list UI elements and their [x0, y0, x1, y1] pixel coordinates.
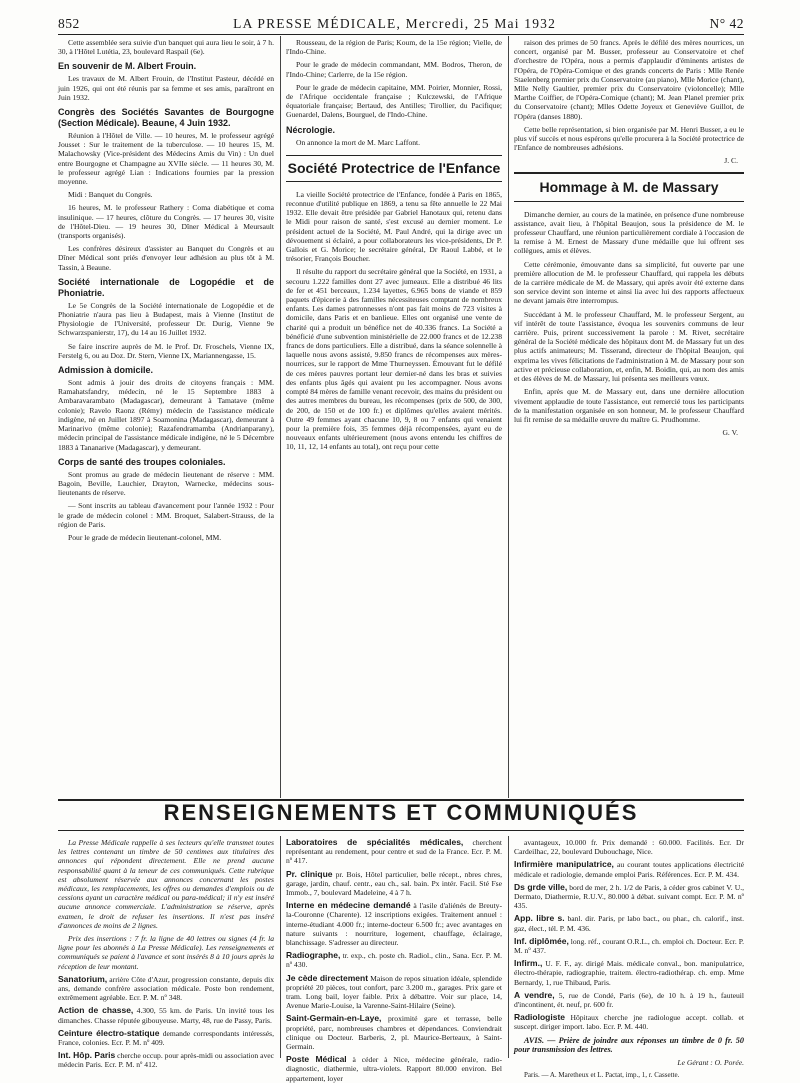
paragraph: Sont admis à jouir des droits de citoyens français : MM. Ramahatsfandry, médecin, né le 15 Septembre 1883 à Ambaravarambato (Madagascar), demeurant à Tamatave (même colonie); Ravelo Raonz (Rémy) médecin de l'assistance médicale indigène, né en Juillet 1897 à Soamonina (Madagascar), demeurant à Marinarivo (même colonie); Razafendramamba (Andrianparany), médecin principal de l'assistance médicale indigène, né le 5 Décembre 1883 à Tananarive (Madagascar), y demeurant.	[58, 378, 274, 452]
paragraph: Les confrères désireux d'assister au Banquet du Congrès et au Dîner Médical sont priés d'envoyer leur adhésion au plus tôt à M. Tassin, à Beaune.	[58, 244, 274, 272]
avis-notice: AVIS. — Prière de joindre aux réponses un timbre de 0 fr. 50 pour transmission des lettres.	[514, 1035, 744, 1054]
ad-text: pr. Bois, Hôtel particulier, belle récept., nbres chres, garage, jardin, chauf. centr., eau ch., sal. bain. Px intér. Facil. Sté Fse Immob., 7, boulevard Madeleine, 4 à 7 h.	[286, 869, 502, 898]
ad-heading: A vendre,	[514, 989, 555, 1000]
ad-heading: Ds grde ville,	[514, 881, 568, 892]
paragraph: Dimanche dernier, au cours de la matinée, en présence d'une nombreuse assistance, avait lieu, à l'hôpital Beaujon, sous la présidence de M. le professeur Chauffard, une réunion particulièrement cordiale à l'occasion de la remise à M. Ernest de Massary d'une médaille que lui offrent ses collègues, amis et élèves.	[514, 209, 744, 256]
classified-ad	[58, 1051, 274, 1069]
ad-text: U. F. F., ay. dirigé Mais. médicale conval., bon. manipulatrice, électro-thérapie, radiographie, traitem. électro-radiothérap. ch. emp. Mme Bernardy, 1, rue Thibaud, Paris.	[514, 959, 744, 987]
paragraph: Midi : Banquet du Congrès.	[68, 190, 153, 200]
classified-ad	[514, 860, 744, 878]
paragraph: Enfin, après que M. de Massary eut, dans une dernière allocution vivement applaudie de toute l'assistance, eut remercié tous les participants de la manifestation organisée en son honneur, M. le professeur Chauffard lui fit remise de sa médaille œuvre du maître G. Prudhomme.	[514, 387, 744, 424]
ad-heading: Radiologiste	[514, 1012, 566, 1023]
ad-heading: Poste Médical	[286, 1054, 347, 1065]
massary-title: Hommage à M. de Massary	[514, 172, 744, 202]
classifieds-column-2	[286, 837, 503, 1083]
paragraph: Il résulte du rapport du secrétaire général que la Société, en 1931, a secouru 1.222 familles dont 27 avec jumeaux. Elle a distribué 46 lits de fer et 451 berceaux, 1.234 layettes, 6.965 bons de viande et 859 paquets d'épicerie à des familles nécessiteuses comptant de nombreux enfants. Les dames patronnesses n'ont pas fait moins de 723 visites à domicile, dans Paris et en banlieue. Elles ont organisé une vente de charité qui a produit un bénéfice net de 40.336 francs. La Société a bénéficié d'une subvention ministérielle de 22.000 francs et de 12.238 francs de dons particuliers. Elle a distribué, dans la séance solennelle à laquelle nous avons assisté, 9.850 francs de récompenses aux mères-nourrices, sur le rapport de Mme Thurneyssen. Émouvant fut le défilé de ces mères pauvres portant leur dernier-né dans les bras et suivies des enfants plus âgés qui avaient pu les accompagner. Nous avons compté 84 mères de famille venant recevoir, des mains du président ou des autres membres du bureau, les récompenses (prix de 500, de 300, de 200, de 150 et de 100 fr.) et diplômes qu'elles avaient mérités. Outre 49 femmes ayant chacune 10, 9, 8 ou 7 enfants qui venaient pour la première fois, 35 femmes déjà récompensées, ayant eu de nouveaux enfants ultérieurement (nous avons entendu les chiffres de 10, 11, 12, 14 enfants au total), ont reçu pour cette	[286, 267, 502, 452]
signature: G. V.	[722, 428, 738, 438]
page-header	[58, 16, 744, 32]
journal-title: LA PRESSE MÉDICALE, Mercredi, 25 Mai 1932	[233, 16, 557, 31]
ad-text: Hôpitaux cherche jne radiologue accept. collab. et suscept. diriger import. labo. Ecr. P. M. 440.	[514, 1013, 744, 1032]
ad-heading: Inf. diplômée,	[514, 935, 569, 946]
paragraph: raison des primes de 50 francs. Après le défilé des mères nourrices, un concert, organisé par M. Busser, professeur au Conservatoire et chef d'orchestre de l'Opéra, nous a permis d'applaudir d'éminents artistes de l'Opéra, de l'Opéra-Comique et des grands concerts de Paris : Mlle Renée Staelenberg premier prix du Conservatoire (au piano), Mlle Morice (chant), Mlle Nelly Gaultier, premier prix du Conservatoire (violoncelle); Mlle Marthe Coiffier, de l'Opéra-Comique (chant); M. Jean Planel premier prix du Conservatoire (chant); Mlles Odette Joyeux et Geneviève Guillot, de l'Opéra (danses 1880).	[514, 38, 744, 121]
column-1	[58, 38, 274, 798]
ad-text: long. réf., courant O.R.L., ch. emploi ch. Docteur. Ecr. P. M. nº 437.	[514, 936, 744, 956]
ad-text: 4.300, 55 km. de Paris. Un invité tous les dimanches. Chasse réputée gibouyeuse. Marty, 48, rue de Passy, Paris.	[58, 1006, 274, 1025]
paragraph: Rousseau, de la région de Paris; Koum, de la 15e région; Vielle, de l'Indo-Chine.	[286, 38, 502, 57]
paragraph: Cette cérémonie, émouvante dans sa simplicité, fut ouverte par une première allocution de M. le professeur Chauffard, qui rappela les débuts de la carrière médicale de M. de Massary, qui après avoir été externe dans son service devint son interne et ainsi lia avec lui des rapports affectueux ne devant jamais être interrompus.	[514, 259, 744, 306]
paragraph: 16 heures, M. le professeur Rathery : Coma diabétique et coma insulinique. — 17 heures, clôture du Congrès. — 17 heures 30, visite de l'Hôtel-Dieu. — 19 heures 30, Dîner Médical à Meursault (transports organisés).	[58, 203, 274, 241]
ad-text: cherchent représentant au rendement, pour centre et sud de la France. Ecr. P. M. nº 417.	[286, 838, 502, 866]
header-rule	[58, 34, 744, 35]
paragraph: Se faire inscrire auprès de M. le Prof. Dr. Froschels, Vienne IX, Ferstelg 6, ou au Doz. Dr. Stern, Vienne IX, Mariannengasse, 15.	[58, 341, 274, 360]
classifieds-column-3	[514, 838, 745, 1080]
column-divider	[280, 36, 281, 798]
column-divider	[508, 836, 509, 1058]
ad-heading: App. libre s.	[514, 913, 565, 924]
societe-title: Société Protectrice de l'Enfance	[286, 155, 502, 182]
paragraph: Succédant à M. le professeur Chauffard, M. le professeur Sergent, au vif intérêt de toute l'assistance, évoqua les souvenirs communs de leur carrière. Puis, prirent successivement la parole : M. Rivet, secrétaire général de la Société médicale des hôpitaux dont M. de Massary fut un des plus actifs animateurs; M. Tisserand, directeur de l'hôpital Beaujon, qui exprima les vives félicitations de l'administration à M. de Massary pour son active et précieuse collaboration, et, enfin, M. Boidin, qui, au nom des amis et des élèves de M. de Massary, lui présenta ses meilleurs vœux.	[514, 309, 744, 384]
paragraph: — Sont inscrits au tableau d'avancement pour l'année 1932 : Pour le grade de médecin colonel : MM. Broquet, Salabert-Strauss, de la région de Paris.	[58, 501, 274, 529]
paragraph: Les travaux de M. Albert Frouin, de l'Institut Pasteur, décédé en juin 1926, qui ont été réunis par sa femme et ses amis, paraîtront en Juin 1932.	[58, 74, 274, 102]
ad-text: tr. exp., ch. poste ch. Radiol., clin., Sana. Ecr. P. M. nº 430.	[286, 951, 502, 970]
ad-heading: Je cède directement	[286, 972, 369, 983]
classified-ad	[286, 838, 502, 866]
paragraph: Pour le grade de médecin lieutenant-colonel, MM.	[68, 532, 222, 542]
section-heading: Congrès des Sociétés Savantes de Bourgogne (Section Médicale). Beaune, 4 Juin 1932.	[58, 107, 274, 129]
section-heading: Admission à domicile.	[58, 365, 154, 376]
ad-heading: Interne en médecine demandé	[286, 900, 411, 911]
renseignements-title: RENSEIGNEMENTS ET COMMUNIQUÉS	[163, 800, 639, 825]
paragraph: Cette belle représentation, si bien organisée par M. Henri Busser, a eu le plus vif succès et nous espérons qu'elle procurera à la Société protectrice de l'Enfance de nombreuses adhésions.	[514, 124, 744, 153]
classified-ad	[514, 937, 744, 955]
ad-text: demande correspondants intéressés, France, colonies. Ecr. P. M. nº 409.	[58, 1028, 274, 1048]
ad-heading: Radiographe,	[286, 950, 341, 961]
classifieds-column-1	[58, 838, 274, 1074]
ad-heading: Saint-Germain-en-Laye,	[286, 1013, 382, 1024]
classified-ad	[58, 1029, 274, 1047]
issue-number: N° 42	[709, 16, 744, 31]
paragraph: Pour le grade de médecin capitaine, MM. Poirier, Monnier, Rossi, de l'Afrique occidentale française ; Kulczewski, de l'Afrique équatoriale française; Bertaud, des Antilles; Tirollier, du Pacifique; Guenardel, Dalens, Bourguel, de l'Indo-Chine.	[286, 82, 502, 120]
classified-ad	[286, 974, 502, 1011]
ad-heading: Pr. clinique	[286, 868, 333, 879]
section-rule	[58, 830, 744, 831]
classified-ad	[514, 959, 744, 987]
page-number: 852	[58, 16, 80, 31]
paragraph: La vieille Société protectrice de l'Enfance, fondée à Paris en 1865, reconnue d'utilité publique en 1869, a tenu sa fête annuelle le 22 Mai 1932. Elle devait être présidée par Gabriel Hanotaux qui, retenu dans le Midi pour raison de santé, s'est excusé au dernier moment. Le président actuel de la Société, M. Paul André, qui la dirige avec un dévouement si éclairé, a pour collaborateurs les vice-présidents, Dr P. Gallois et G. Morice; le secrétaire général, Dr Raoul Labbé, et le trésorier, François Boucher.	[286, 189, 502, 264]
ad-heading: Laboratoires de spécialités médicales,	[286, 837, 464, 847]
section-heading: Corps de santé des troupes coloniales.	[58, 456, 226, 467]
classifieds-list	[514, 838, 744, 1032]
classified-ad	[514, 914, 744, 932]
notice-paragraph: Prix des insertions : 7 fr. la ligne de 40 lettres ou signes (4 fr. la ligne pour les abonnés à La Presse Médicale). Les renseignements et communiqués se paient à l'avance et sont insérés 8 à 10 jours après la réception de leur montant.	[58, 934, 274, 971]
section-heading: Société internationale de Logopédie et de Phoniatrie.	[58, 276, 274, 298]
classified-ad	[58, 1006, 274, 1024]
paragraph: Cette assemblée sera suivie d'un banquet qui aura lieu le soir, à 7 h. 30, à l'Hôtel Lutétia, 23, boulevard Raspail (6e).	[58, 38, 274, 57]
ad-text: arrière Côte d'Azur, progression constante, depuis dix ans, demande confrère association médicale. Poste bon rendement, extrêmement agréable. Ecr. P. M. nº 348.	[58, 974, 274, 1003]
ad-heading: Infirm.,	[514, 958, 543, 969]
classified-ad	[286, 870, 502, 898]
classified-ad	[286, 901, 502, 947]
paragraph: avantageux, 10.000 fr. Prix demandé : 60.000. Facilités. Ecr. Dr Cardeilhac, 22, boulevard Dubouchage, Nice.	[514, 838, 744, 857]
column-2-notices	[286, 38, 502, 147]
classified-ad	[514, 883, 744, 911]
ad-text: à l'asile d'aliénés de Breuty-la-Couronne (Charente). 12 inscriptions exigées. Traitement annuel : interne-étudiant 4.000 fr.; interne-docteur 6.500 fr.; avec avantages en nature suivants : nourriture, logement, chauffage, éclairage, blanchissage. S'adresser au directeur.	[286, 901, 502, 948]
ad-heading: Ceinture électro-statique	[58, 1027, 160, 1038]
ad-text: bord de mer, 2 h. 1/2 de Paris, à céder gros cabinet V. U., Dermato, Diathermie, R.U.V., 80.000 à débat. suivant compt. Ecr. P. M. nº 435.	[514, 882, 744, 911]
paragraph: Pour le grade de médecin commandant, MM. Bodros, Theron, de l'Indo-Chine; Carlerre, de la 15e région.	[286, 60, 502, 79]
section-heading: En souvenir de M. Albert Frouin.	[58, 61, 197, 72]
column-divider	[508, 36, 509, 798]
ad-text: Maison de repos situation idéale, splendide propriété 20 pièces, tout confort, parc 3.200 m., garages. Prix gare et tram. Long bail, loyer faible. Prix à débattre. Voir sur place, 14, Avenue Marie-Louise, la Varenne-Saint-Hilaire (Seine).	[286, 973, 502, 1011]
notice-paragraph: La Presse Médicale rappelle à ses lecteurs qu'elle transmet toutes les lettres contenant un timbre de 50 centimes aux titulaires des annonces qui répondent directement. Elle ne prend aucune responsabilité quant à la teneur de ces communiqués. Cette rubrique est absolument réservée aux annonces concernant les postes médicaux, les remplacements, les offres ou demandes d'emplois ou de cessions ayant un caractère médical ou para-médical; il n'y est inséré aucune annonce commerciale. L'administration se réserve, après examen, le droit de refuser les insertions. Il n'est pas inséré d'annonces de moins de 2 lignes.	[58, 838, 274, 930]
classified-ad	[286, 951, 502, 969]
ad-text: banl. dir. Paris, pr labo bact., ou phar., ch. calorif., inst. gaz, élect., tél. P. M. 436.	[514, 914, 744, 933]
paragraph: Le 5e Congrès de la Société internationale de Logopédie et de Phoniatrie n'aura pas lieu à Budapest, mais à Vienne (Institut de Physiologie de l'Université, professeur Dr. Durig, Vienne 9e Schwarzspanierstr, 17), du 14 au 16 Juillet 1932.	[58, 300, 274, 338]
ad-text: à céder à Nice, médecine générale, radio-diagnostic, diathermie, ultra-violets. Rapport 80.000 environ. Bel appartement, loyer	[286, 1055, 503, 1083]
ad-text: cherche occup. pour après-midi ou association avec médecin Paris. Ecr. P. M. nº 412.	[58, 1051, 274, 1070]
massary-article	[514, 210, 744, 424]
column-divider	[280, 836, 281, 1058]
ad-heading: Sanatorium,	[58, 973, 108, 984]
ad-heading: Action de chasse,	[58, 1005, 134, 1016]
classified-ad	[58, 975, 274, 1003]
ad-heading: Int. Hôp. Paris	[58, 1050, 116, 1061]
ad-heading: Infirmière manipulatrice,	[514, 859, 614, 870]
ad-text: au courant toutes applications électricité médicale et radiologie, demande emploi Paris. Références. Ecr. P. M. 434.	[514, 860, 744, 879]
paragraph: Réunion à l'Hôtel de Ville. — 10 heures, M. le professeur agrégé Jousset : Sur le traitement de la tuberculose. — 10 heures 15, M. Malachowsky (Vice-président des Médecins Amis du Vin) : Un duel entre Bourgogne et Champagne au XVIIe siècle. — 11 heures 30, M. le professeur agrégé Lian : Indications fournies par la pression moyenne.	[58, 131, 274, 187]
paragraph: On annonce la mort de M. Marc Laffont.	[296, 137, 421, 147]
column-2	[286, 38, 502, 798]
classified-ad	[286, 1055, 502, 1083]
paragraph: Sont promus au grade de médecin lieutenant de réserve : MM. Bagoin, Beville, Lauchier, Drayton, Warnecke, médecins sous-lieutenants de réserve.	[58, 469, 274, 498]
gerant-line: Le Gérant : O. Porée.	[677, 1058, 744, 1068]
section-heading: Nécrologie.	[286, 124, 336, 135]
societe-article-continued	[514, 38, 744, 152]
classified-ad	[514, 991, 744, 1009]
signature: J. C.	[724, 156, 738, 166]
printer-line: Paris. — A. Maretheux et L. Pactat, imp., 1, r. Cassette.	[524, 1071, 680, 1080]
ad-text: proximité gare et terrasse, belle propriété, parc, nombreuses chambres et dépendances. Conviendrait clinique ou Docteur. Barberis, 2, pl. Maurice-Berteaux, à Saint-Germain.	[286, 1014, 502, 1052]
classified-ad	[514, 1013, 744, 1031]
ad-text: 5, rue de Condé, Paris (6e), de 10 h. à 19 h., fauteuil d'incontinent, ét. neuf, pr. 600 fr.	[514, 990, 745, 1010]
column-3	[514, 38, 744, 798]
societe-article	[286, 190, 502, 452]
classified-ad	[286, 1014, 502, 1051]
